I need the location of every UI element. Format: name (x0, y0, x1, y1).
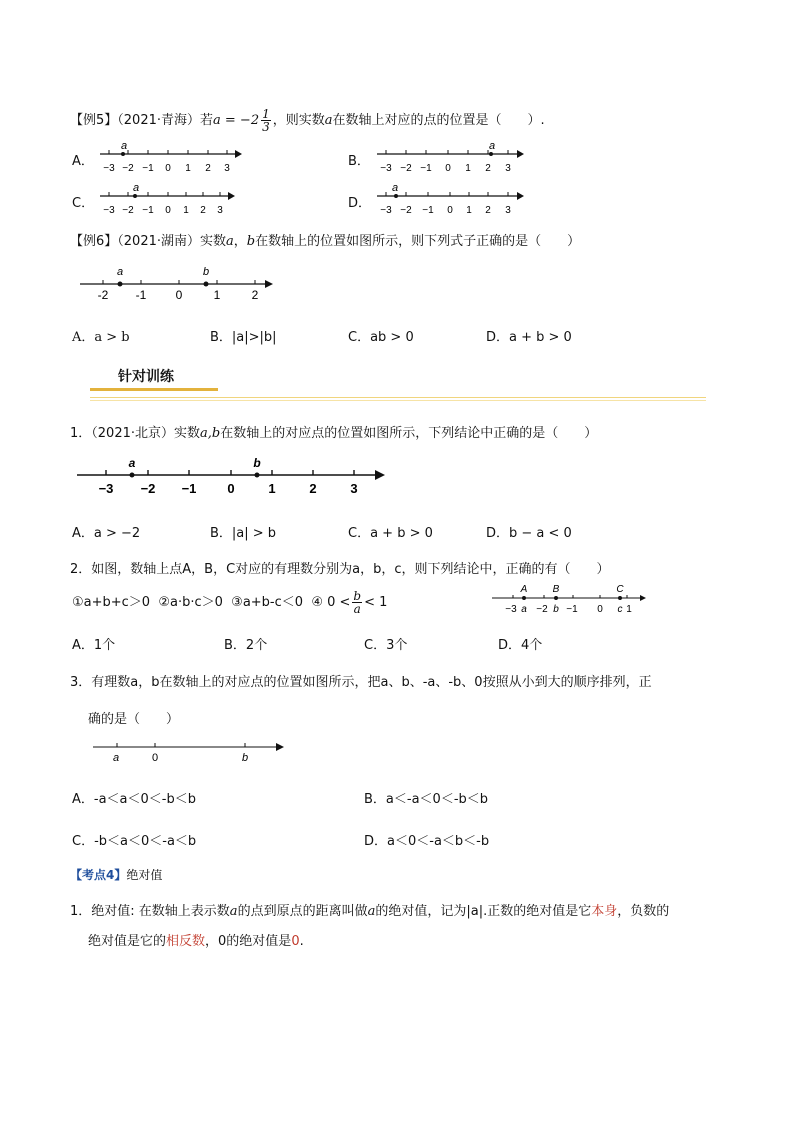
example-5-stem: 【例5】（2021·青海）若a = −2 $\frac{1}{3}$ ，则实数a在数轴上对应的点的位置是（ ）. (70, 107, 545, 134)
option-d: D．4个 (498, 638, 543, 653)
svg-text:−3: −3 (103, 163, 115, 174)
option-a: A．a > −2 (72, 526, 141, 541)
svg-text:2: 2 (309, 481, 317, 496)
svg-text:−1: −1 (566, 604, 578, 615)
svg-text:−1: −1 (422, 205, 434, 216)
key-point-heading: 【考点4】绝对值 (70, 868, 163, 882)
option-c: C．3个 (364, 638, 408, 653)
number-line-question-1 (72, 455, 392, 497)
svg-text:1: 1 (213, 288, 221, 302)
svg-text:c: c (617, 604, 623, 615)
key-point-line-2: 绝对值是它的相反数，0的绝对值是0. (88, 934, 304, 949)
svg-text:-1: -1 (135, 288, 147, 302)
number-line-option-b (372, 138, 527, 178)
option-b: B．|a|>|b| (210, 330, 277, 345)
fraction: $\frac{1}{3}$ (262, 107, 270, 134)
svg-text:a: a (521, 604, 527, 615)
svg-text:−1: −1 (142, 205, 154, 216)
svg-text:b: b (241, 752, 249, 764)
section-title: 针对训练 (118, 369, 174, 385)
svg-text:3: 3 (505, 205, 511, 216)
option-a: A．-a＜a＜0＜-b＜b (72, 792, 196, 807)
number-line-option-d (372, 180, 527, 220)
option-c: C．a + b > 0 (348, 526, 433, 541)
question-3-stem-line-2: 确的是（ ） (88, 712, 180, 727)
point-label: a (133, 182, 140, 194)
svg-text:-2: -2 (97, 288, 109, 302)
question-1-stem: 1．（2021·北京）实数a,b在数轴上的对应点的位置如图所示，下列结论中正确的是（ ） (70, 426, 598, 441)
svg-text:−1: −1 (142, 163, 154, 174)
option-b: B．2个 (224, 638, 268, 653)
option-c: C．-b＜a＜0＜-a＜b (72, 834, 197, 849)
svg-text:0: 0 (151, 752, 159, 764)
option-label: B． (348, 154, 370, 169)
svg-text:0: 0 (597, 604, 603, 615)
example-tag: 【例5】 (70, 113, 118, 128)
svg-text:2: 2 (485, 205, 491, 216)
option-b: B．|a| > b (210, 526, 277, 541)
svg-text:0: 0 (165, 205, 171, 216)
svg-text:−3: −3 (98, 481, 114, 496)
svg-text:1: 1 (268, 481, 276, 496)
example-tag: 【例6】 (70, 234, 118, 249)
option-c: C．ab > 0 (348, 330, 414, 345)
question-2-items: ①a+b+c＞0 ②a·b·c＞0 ③a+b-c＜0 ④ 0 < $\frac{b}{a}$ < 1 (72, 589, 388, 616)
svg-text:2: 2 (485, 163, 491, 174)
point-label: a (392, 182, 399, 194)
svg-text:1: 1 (185, 163, 191, 174)
svg-text:0: 0 (447, 205, 453, 216)
section-divider (90, 400, 706, 401)
key-point-line-1: 1．绝对值: 在数轴上表示数a的点到原点的距离叫做a的绝对值，记为|a|.正数的绝对值是它本身，负数的 (70, 904, 670, 919)
question-3-stem-line-1: 3．有理数a，b在数轴上的对应点的位置如图所示，把a、b、-a、-b、0按照从小到大的顺序排列，正 (70, 675, 652, 690)
number-line-question-3 (90, 738, 290, 766)
svg-text:−2: −2 (400, 205, 412, 216)
svg-text:a: a (112, 752, 120, 764)
svg-text:−2: −2 (536, 604, 548, 615)
svg-text:−2: −2 (122, 163, 134, 174)
point-label: A (520, 584, 528, 595)
svg-text:1: 1 (466, 205, 472, 216)
svg-text:−3: −3 (505, 604, 517, 615)
svg-text:−2: −2 (400, 163, 412, 174)
svg-text:1: 1 (183, 205, 189, 216)
example-6-stem: 【例6】（2021·湖南）实数a，b在数轴上的位置如图所示，则下列式子正确的是（ ） (70, 234, 581, 249)
fraction: $\frac{b}{a}$ (353, 589, 362, 616)
question-2-stem: 2．如图，数轴上点A，B，C对应的有理数分别为a，b，c，则下列结论中，正确的有（ ） (70, 562, 610, 577)
option-d: D．a＜0＜-a＜b＜-b (364, 834, 490, 849)
svg-text:−3: −3 (380, 205, 392, 216)
svg-text:b: b (553, 604, 559, 615)
svg-text:3: 3 (224, 163, 230, 174)
option-label: C． (72, 196, 95, 211)
svg-text:0: 0 (175, 288, 183, 302)
option-a: A．a > b (72, 330, 130, 345)
point-label: a (489, 140, 496, 152)
point-label: b (202, 266, 210, 278)
number-line-option-a (95, 138, 245, 178)
section-underline (90, 388, 218, 391)
option-b: B．a＜-a＜0＜-b＜b (364, 792, 489, 807)
point-label: a (121, 140, 128, 152)
svg-text:−2: −2 (122, 205, 134, 216)
point-label: C (616, 584, 624, 595)
svg-text:0: 0 (445, 163, 451, 174)
svg-text:−1: −1 (420, 163, 432, 174)
option-d: D．a + b > 0 (486, 330, 572, 345)
svg-text:−1: −1 (181, 481, 197, 496)
svg-text:1: 1 (626, 604, 632, 615)
svg-text:1: 1 (465, 163, 471, 174)
svg-text:2: 2 (200, 205, 206, 216)
svg-text:−3: −3 (380, 163, 392, 174)
svg-text:0: 0 (165, 163, 171, 174)
svg-text:2: 2 (205, 163, 211, 174)
point-label: a (116, 266, 124, 278)
svg-text:0: 0 (227, 481, 235, 496)
option-d: D．b − a < 0 (486, 526, 572, 541)
point-label: b (253, 456, 261, 470)
point-label: a (128, 456, 136, 470)
option-a: A．1个 (72, 638, 116, 653)
number-line-option-c (95, 180, 240, 220)
number-line-question-2 (490, 582, 655, 618)
svg-text:2: 2 (251, 288, 259, 302)
option-label: D． (348, 196, 372, 211)
number-line-example-6 (75, 262, 280, 302)
svg-text:−2: −2 (140, 481, 156, 496)
svg-text:3: 3 (505, 163, 511, 174)
svg-text:3: 3 (350, 481, 358, 496)
svg-text:3: 3 (217, 205, 223, 216)
section-divider (90, 397, 706, 398)
option-label: A． (72, 154, 94, 169)
point-label: B (552, 584, 560, 595)
svg-text:−3: −3 (103, 205, 115, 216)
